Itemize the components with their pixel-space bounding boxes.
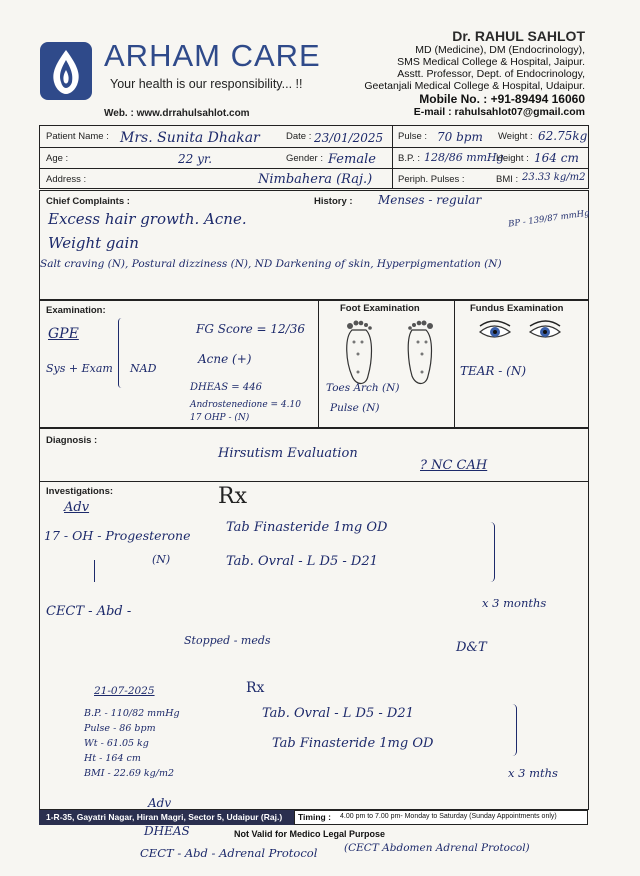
fundus-value: TEAR - (N): [460, 364, 527, 378]
weight-label: Weight :: [498, 131, 533, 142]
bp-value: 128/86 mmHg: [424, 151, 504, 164]
inv-cect: CECT - Abd -: [46, 604, 132, 619]
inv-stopped: Stopped - meds: [184, 634, 271, 647]
exam-brace: [118, 318, 125, 388]
pulse-value: 70 bpm: [437, 130, 483, 144]
clinic-logo: [40, 42, 92, 100]
footer-timing-label: Timing :: [298, 812, 331, 822]
clinic-name: ARHAM CARE: [104, 38, 321, 73]
rx2-duration: x 3 mths: [508, 766, 558, 780]
doctor-info: [285, 28, 585, 118]
rx1-line-2: Tab. Ovral - L D5 - D21: [226, 554, 378, 569]
followup-pulse: Pulse - 86 bpm: [84, 723, 156, 734]
doctor-qual-1: MD (Medicine), DM (Endocrinology),: [415, 44, 585, 56]
complaint-line-2: Weight gain: [48, 234, 139, 252]
followup-dheas: DHEAS: [144, 824, 190, 838]
eyes-illustration: [478, 318, 562, 346]
exam-gpe: GPE: [48, 326, 79, 342]
history-bp: BP - 139/87 mmHg: [507, 208, 591, 230]
rx1-followup: D&T: [456, 640, 487, 655]
height-value: 164 cm: [534, 151, 579, 165]
doctor-mobile: Mobile No. : +91-89494 16060: [419, 92, 585, 106]
investigations-label: Investigations:: [46, 486, 114, 497]
followup-date: 21-07-2025: [94, 685, 155, 697]
complaint-line-3: Salt craving (N), Postural dizziness (N), ND Darkening of skin, Hyperpigmentation (N): [40, 258, 502, 270]
followup-vitals: [84, 706, 180, 781]
exam-vline-1: [318, 300, 319, 427]
rx1-brace: [486, 522, 495, 582]
rx2-line-1: Tab. Ovral - L D5 - D21: [262, 706, 414, 721]
history-value: Menses - regular: [378, 193, 482, 207]
rx1-line-1: Tab Finasteride 1mg OD: [226, 520, 388, 535]
gender-label: Gender :: [286, 153, 323, 164]
age-label: Age :: [46, 153, 69, 164]
inv-17ohp: 17 - OH - Progesterone: [44, 528, 191, 543]
clinic-tagline: Your health is our responsibility... !!: [110, 77, 303, 91]
date-label: Date :: [286, 131, 312, 142]
feet-illustration: [340, 318, 440, 390]
footer-timing: 4.00 pm to 7.00 pm- Monday to Saturday (Sunday Appointments only): [340, 813, 557, 820]
followup-adv: Adv: [148, 796, 172, 810]
address-label: Address :: [46, 174, 87, 185]
height-label: Height :: [496, 153, 529, 164]
bmi-value: 23.33 kg/m2: [522, 172, 586, 183]
exam-acne: Acne (+): [198, 352, 252, 366]
weight-value: 62.75kg: [538, 129, 588, 143]
followup-cect-note: (CECT Abdomen Adrenal Protocol): [344, 842, 530, 854]
diagnosis-line-2: ? NC CAH: [420, 458, 488, 473]
age-value: 22 yr.: [178, 152, 213, 166]
followup-bp: B.P. - 110/82 mmHg: [84, 708, 180, 719]
rx-symbol-1: Rx: [218, 484, 247, 509]
grid-hline-2: [39, 168, 588, 169]
footer-legal: Not Valid for Medico Legal Purpose: [234, 829, 386, 839]
foot-exam-line-1: Toes Arch (N): [326, 382, 400, 394]
exam-sys: Sys + Exam: [46, 362, 113, 375]
foot-examination-label: Foot Examination: [340, 303, 420, 314]
grid-vline-1: [392, 125, 393, 188]
followup-bmi: BMI - 22.69 kg/m2: [84, 768, 175, 779]
flame-drop-logo-icon: [40, 42, 92, 100]
inv-adv: Adv: [64, 500, 90, 515]
pulse-label: Pulse :: [398, 131, 428, 142]
examination-label: Examination:: [46, 305, 106, 316]
doctor-qual-2: SMS Medical College & Hospital, Jaipur.: [397, 56, 585, 68]
followup-cect: CECT - Abd - Adrenal Protocol: [140, 846, 318, 860]
patient-name-label: Patient Name :: [46, 131, 109, 142]
followup-wt: Wt - 61.05 kg: [84, 738, 149, 749]
exam-androstenedione: Androstenedione = 4.10: [190, 400, 301, 410]
fundus-examination-label: Fundus Examination: [470, 303, 564, 314]
rx2-line-2: Tab Finasteride 1mg OD: [272, 736, 434, 751]
bmi-label: BMI :: [496, 174, 519, 185]
inv-arrow: [94, 560, 95, 582]
diagnosis-line-1: Hirsutism Evaluation: [218, 446, 358, 461]
foot-exam-line-2: Pulse (N): [330, 402, 380, 414]
exam-dheas: DHEAS = 446: [190, 382, 262, 393]
eyes-icon: [478, 318, 562, 346]
rx2-brace: [508, 704, 517, 756]
grid-hline-1: [39, 147, 588, 148]
diagnosis-label: Diagnosis :: [46, 435, 98, 446]
inv-17ohp-result: (N): [152, 553, 171, 566]
feet-icon: [340, 318, 440, 390]
exam-17ohp: 17 OHP - (N): [190, 413, 250, 423]
history-label: History :: [314, 196, 353, 207]
exam-nad: NAD: [130, 362, 157, 375]
periph-pulses-label: Periph. Pulses :: [398, 174, 465, 185]
rx1-duration: x 3 months: [482, 596, 547, 610]
footer-address: 1-R-35, Gayatri Nagar, Hiran Magri, Sector 5, Udaipur (Raj.): [46, 812, 283, 822]
doctor-qual-3: Asstt. Professor, Dept. of Endocrinology,: [397, 68, 585, 80]
chief-complaints-label: Chief Complaints :: [46, 196, 130, 207]
patient-name-value: Mrs. Sunita Dhakar: [120, 130, 260, 146]
rx-symbol-2: Rx: [246, 680, 265, 696]
gender-value: Female: [328, 152, 376, 167]
exam-vline-2: [454, 300, 455, 427]
clinic-website: Web. : www.drrahulsahlot.com: [104, 108, 250, 119]
date-value: 23/01/2025: [314, 131, 384, 145]
doctor-qual-4: Geetanjali Medical College & Hospital, Udaipur.: [364, 80, 585, 92]
exam-fg-score: FG Score = 12/36: [196, 322, 305, 336]
address-value: Nimbahera (Raj.): [258, 172, 373, 187]
doctor-name: Dr. RAHUL SAHLOT: [452, 28, 585, 44]
bp-label: B.P. :: [398, 153, 421, 164]
doctor-email: E-mail : rahulsahlot07@gmail.com: [413, 106, 585, 118]
complaint-line-1: Excess hair growth. Acne.: [48, 210, 247, 228]
followup-ht: Ht - 164 cm: [84, 753, 141, 764]
